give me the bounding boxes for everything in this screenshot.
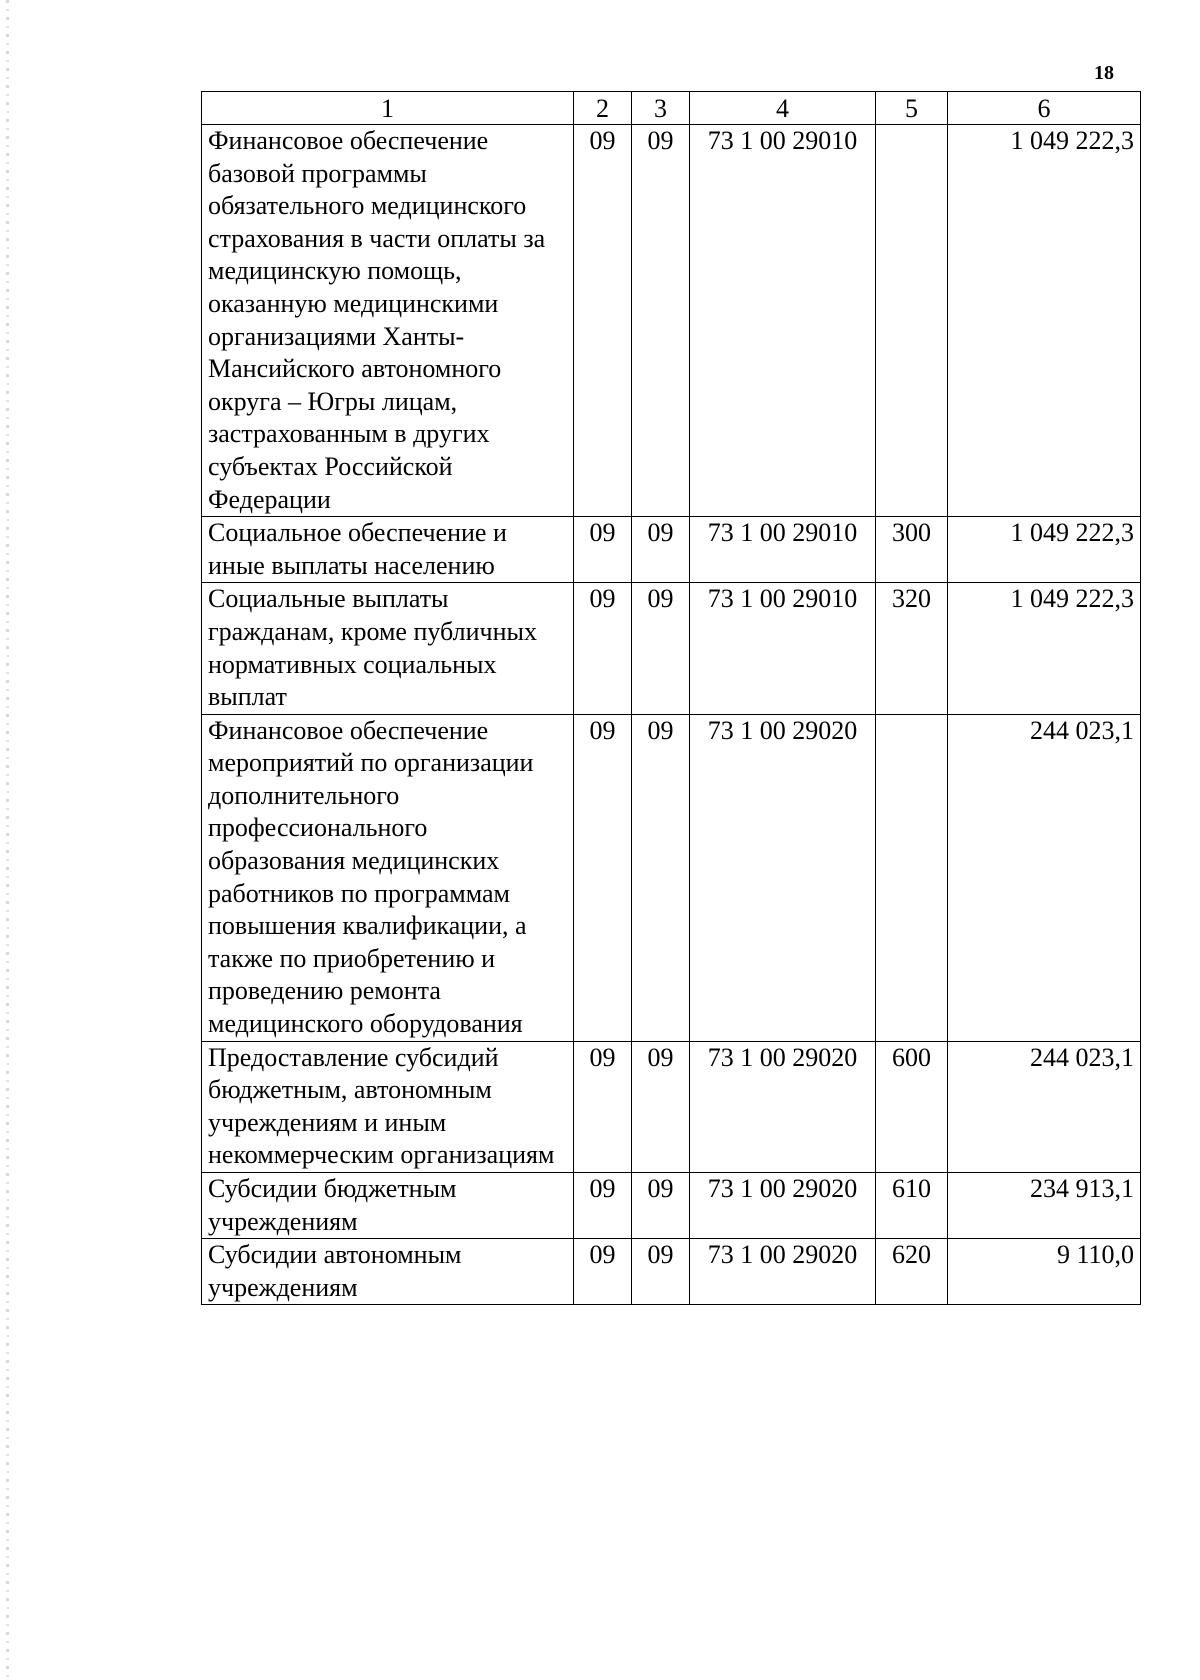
table-row [202, 517, 1141, 583]
row-amount: 234 913,1 [948, 1173, 1141, 1239]
row-subsection-code: 09 [632, 583, 690, 714]
column-header-name: 1 [202, 92, 574, 125]
column-header-expense-type: 5 [876, 92, 948, 125]
row-section-code: 09 [574, 1173, 632, 1239]
row-subsection-code: 09 [632, 1041, 690, 1172]
row-amount: 1 049 222,3 [948, 125, 1141, 517]
table-row [202, 1173, 1141, 1239]
column-header-target-article: 4 [690, 92, 876, 125]
table-row [202, 583, 1141, 714]
row-section-code: 09 [574, 1239, 632, 1305]
row-name: Субсидии бюджетным учреждениям [202, 1173, 574, 1239]
row-name: Социальные выплаты гражданам, кроме публичных нормативных социальных выплат [202, 583, 574, 714]
row-expense-type: 300 [876, 517, 948, 583]
row-section-code: 09 [574, 714, 632, 1041]
table-row [202, 1239, 1141, 1305]
row-target-article: 73 1 00 29020 [690, 1041, 876, 1172]
row-amount: 1 049 222,3 [948, 583, 1141, 714]
row-section-code: 09 [574, 1041, 632, 1172]
row-section-code: 09 [574, 517, 632, 583]
row-expense-type: 620 [876, 1239, 948, 1305]
row-target-article: 73 1 00 29020 [690, 714, 876, 1041]
row-target-article: 73 1 00 29010 [690, 125, 876, 517]
row-amount: 244 023,1 [948, 714, 1141, 1041]
scan-edge-artifact [6, 0, 9, 1680]
row-expense-type [876, 125, 948, 517]
table-header-row [202, 92, 1141, 125]
row-expense-type: 610 [876, 1173, 948, 1239]
row-subsection-code: 09 [632, 517, 690, 583]
row-subsection-code: 09 [632, 1173, 690, 1239]
row-expense-type: 320 [876, 583, 948, 714]
row-name: Субсидии автономным учреждениям [202, 1239, 574, 1305]
row-subsection-code: 09 [632, 1239, 690, 1305]
row-subsection-code: 09 [632, 125, 690, 517]
column-header-amount: 6 [948, 92, 1141, 125]
table-row [202, 125, 1141, 517]
row-amount: 9 110,0 [948, 1239, 1141, 1305]
row-name: Финансовое обеспечение мероприятий по организации дополнительного профессионального образования медицинских работников по программам повышения квалификации, а также по приобретению и проведению ремонта медицинского оборудования [202, 714, 574, 1041]
budget-table [201, 91, 1141, 1305]
table-row [202, 714, 1141, 1041]
row-expense-type [876, 714, 948, 1041]
column-header-subsection: 3 [632, 92, 690, 125]
row-target-article: 73 1 00 29010 [690, 517, 876, 583]
page-number: 18 [1094, 62, 1114, 84]
row-target-article: 73 1 00 29020 [690, 1239, 876, 1305]
row-name: Предоставление субсидий бюджетным, автономным учреждениям и иным некоммерческим организациям [202, 1041, 574, 1172]
row-name: Финансовое обеспечение базовой программы обязательного медицинского страхования в части оплаты за медицинскую помощь, оказанную медицинскими организациями Ханты-Мансийского автономного округа – Югры лицам, застрахованным в других субъектах Российской Федерации [202, 125, 574, 517]
column-header-section: 2 [574, 92, 632, 125]
row-section-code: 09 [574, 583, 632, 714]
row-section-code: 09 [574, 125, 632, 517]
row-target-article: 73 1 00 29020 [690, 1173, 876, 1239]
row-amount: 1 049 222,3 [948, 517, 1141, 583]
row-amount: 244 023,1 [948, 1041, 1141, 1172]
row-subsection-code: 09 [632, 714, 690, 1041]
row-name: Социальное обеспечение и иные выплаты населению [202, 517, 574, 583]
row-target-article: 73 1 00 29010 [690, 583, 876, 714]
row-expense-type: 600 [876, 1041, 948, 1172]
table-row [202, 1041, 1141, 1172]
